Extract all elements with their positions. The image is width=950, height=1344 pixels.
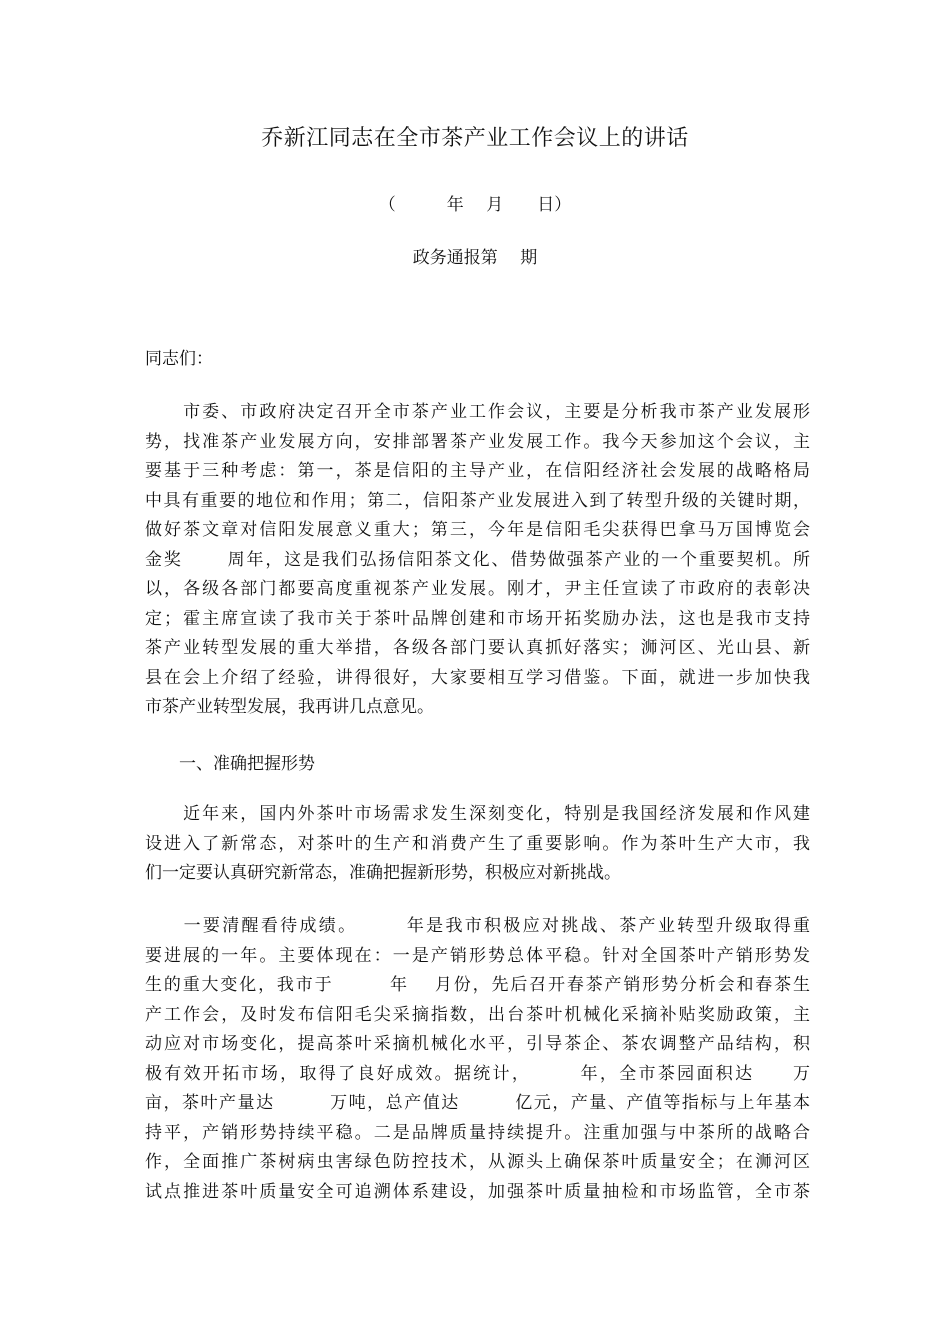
date-line: （ 年 月 日） (378, 195, 572, 215)
bulletin-line: 政务通报第 期 (412, 248, 538, 268)
paragraph-line: 市茶产业转型发展，我再讲几点意见。 (145, 697, 434, 717)
document-title: 乔新江同志在全市茶产业工作会议上的讲话 (261, 126, 689, 151)
paragraph-line: 要基于三种考虑：第一，茶是信阳的主导产业，在信阳经济社会发展的战略格局 (145, 461, 810, 481)
paragraph-line: 中具有重要的地位和作用；第二，信阳茶产业发展进入到了转型升级的关键时期， (145, 490, 810, 511)
paragraph-line: 定；霍主席宣读了我市关于茶叶品牌创建和市场开拓奖励办法，这也是我市支持 (145, 608, 810, 629)
paragraph-line: 做好茶文章对信阳发展意义重大；第三，今年是信阳毛尖获得巴拿马万国博览会 (145, 520, 810, 540)
paragraph-line: 持平，产销形势持续平稳。二是品牌质量持续提升。注重加强与中茶所的战略合 (145, 1122, 810, 1143)
paragraph-line: 一要清醒看待成绩。 年是我市积极应对挑战、茶产业转型升级取得重 (145, 916, 810, 936)
paragraph-line: 金奖 周年，这是我们弘扬信阳茶文化、借势做强茶产业的一个重要契机。所 (145, 549, 810, 570)
paragraph-line: 作，全面推广茶树病虫害绿色防控技术，从源头上确保茶叶质量安全；在浉河区 (145, 1152, 810, 1172)
paragraph-situation (145, 800, 810, 889)
paragraph-intro (145, 398, 810, 723)
paragraph-line: 市委、市政府决定召开全市茶产业工作会议，主要是分析我市茶产业发展形 (145, 402, 810, 422)
paragraph-line: 极有效开拓市场，取得了良好成效。据统计， 年，全市茶园面积达 万 (145, 1063, 810, 1084)
paragraph-line: 势，找准茶产业发展方向，安排部署茶产业发展工作。我今天参加这个会议，主 (145, 431, 810, 452)
paragraph-line: 生的重大变化，我市于 年 月份，先后召开春茶产销形势分析会和春茶生 (145, 975, 810, 995)
paragraph-line: 试点推进茶叶质量安全可追溯体系建设，加强茶叶质量抽检和市场监管，全市茶 (145, 1181, 810, 1202)
paragraph-line: 设进入了新常态，对茶叶的生产和消费产生了重要影响。作为茶叶生产大市，我 (145, 833, 810, 854)
section-heading-text: 一、准确把握形势 (145, 754, 315, 774)
paragraph-line: 亩，茶叶产量达 万吨，总产值达 亿元，产量、产值等指标与上年基本 (145, 1093, 810, 1113)
salutation-text: 同志们： (145, 349, 213, 369)
paragraph-line: 要进展的一年。主要体现在：一是产销形势总体平稳。针对全国茶叶产销形势发 (145, 945, 810, 966)
salutation (145, 345, 810, 375)
paragraph-line: 们一定要认真研究新常态，准确把握新形势，积极应对新挑战。 (145, 863, 621, 883)
paragraph-line: 产工作会，及时发布信阳毛尖采摘指数，出台茶叶机械化采摘补贴奖励政策，主 (145, 1004, 810, 1025)
paragraph-line: 县在会上介绍了经验，讲得很好，大家要相互学习借鉴。下面，就进一步加快我 (145, 667, 810, 688)
paragraph-achievements (145, 912, 810, 1207)
paragraph-line: 动应对市场变化，提高茶叶采摘机械化水平，引导茶企、茶农调整产品结构，积 (145, 1034, 810, 1054)
paragraph-line: 茶产业转型发展的重大举措，各级各部门要认真抓好落实；浉河区、光山县、新 (145, 638, 810, 658)
paragraph-line: 以，各级各部门都要高度重视茶产业发展。刚才，尹主任宣读了市政府的表彰决 (145, 579, 810, 599)
paragraph-line: 近年来，国内外茶叶市场需求发生深刻变化，特别是我国经济发展和作风建 (145, 804, 810, 824)
section-heading (145, 750, 810, 780)
